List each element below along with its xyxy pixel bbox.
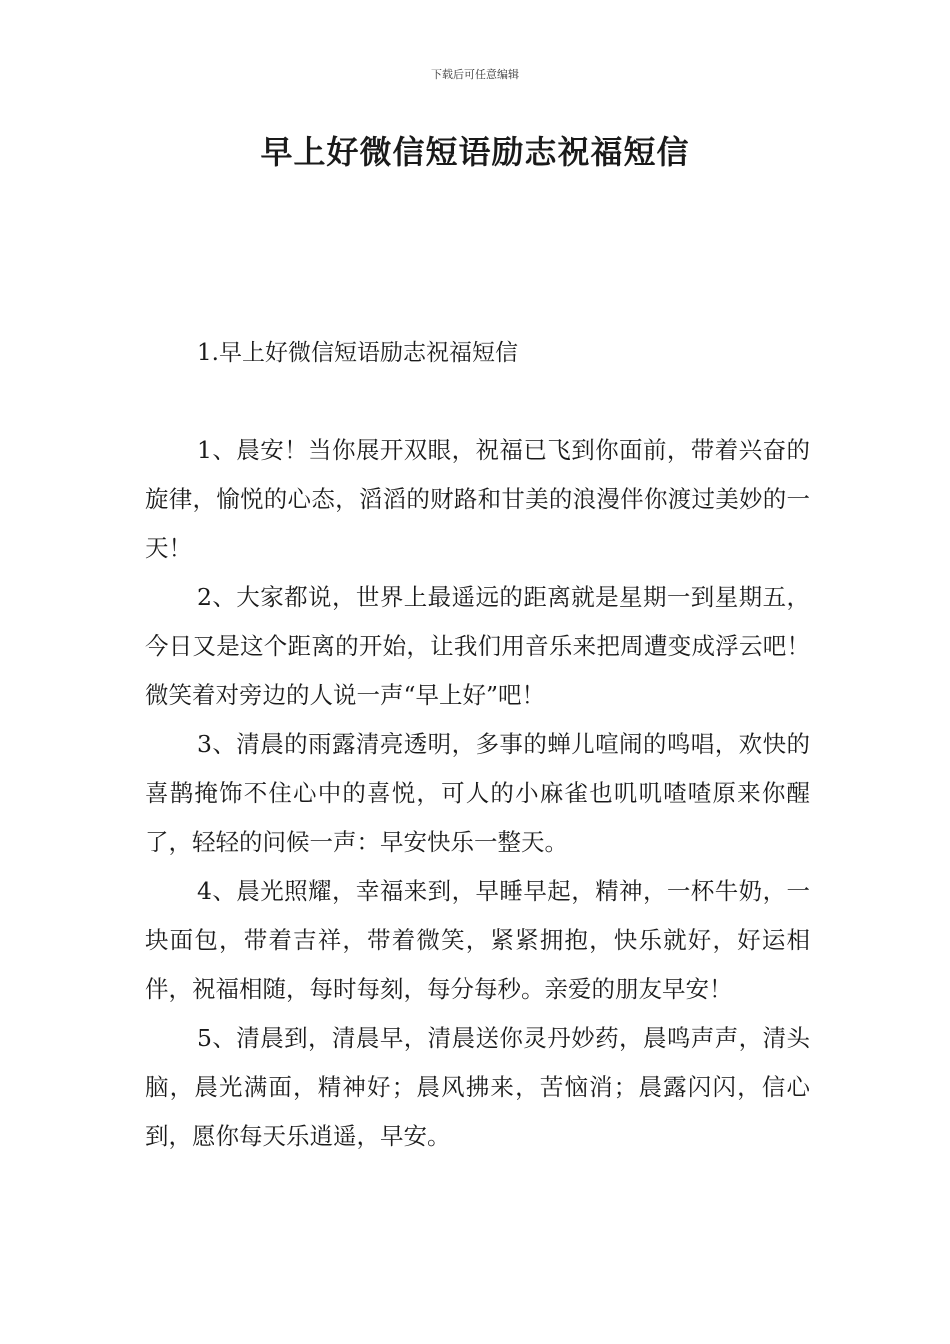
document-title: 早上好微信短语励志祝福短信 — [260, 133, 690, 171]
section-heading: 1.早上好微信短语励志祝福短信 — [197, 340, 518, 366]
paragraph-3: 3、清晨的雨露清亮透明，多事的蝉儿喧闹的鸣唱，欢快的喜鹊掩饰不住心中的喜悦，可人的小麻雀也叽叽喳喳原来你醒了，轻轻的问候一声：早安快乐一整天。 — [145, 730, 810, 856]
paragraph-2: 2、大家都说，世界上最遥远的距离就是星期一到星期五，今日又是这个距离的开始，让我们用音乐来把周遭变成浮云吧！微笑着对旁边的人说一声“早上好”吧！ — [145, 583, 810, 709]
paragraph-4: 4、晨光照耀，幸福来到，早睡早起，精神，一杯牛奶，一块面包，带着吉祥，带着微笑，紧紧拥抱，快乐就好，好运相伴，祝福相随，每时每刻，每分每秒。亲爱的朋友早安！ — [145, 877, 810, 1003]
document-body — [145, 426, 810, 1161]
paragraph-1: 1、晨安！当你展开双眼，祝福已飞到你面前，带着兴奋的旋律，愉悦的心态，滔滔的财路和甘美的浪漫伴你渡过美妙的一天！ — [145, 436, 810, 562]
paragraph-5: 5、清晨到，清晨早，清晨送你灵丹妙药，晨鸣声声，清头脑，晨光满面，精神好；晨风拂来，苦恼消；晨露闪闪，信心到，愿你每天乐逍遥，早安。 — [145, 1024, 810, 1150]
header-note: 下载后可任意编辑 — [431, 68, 519, 81]
